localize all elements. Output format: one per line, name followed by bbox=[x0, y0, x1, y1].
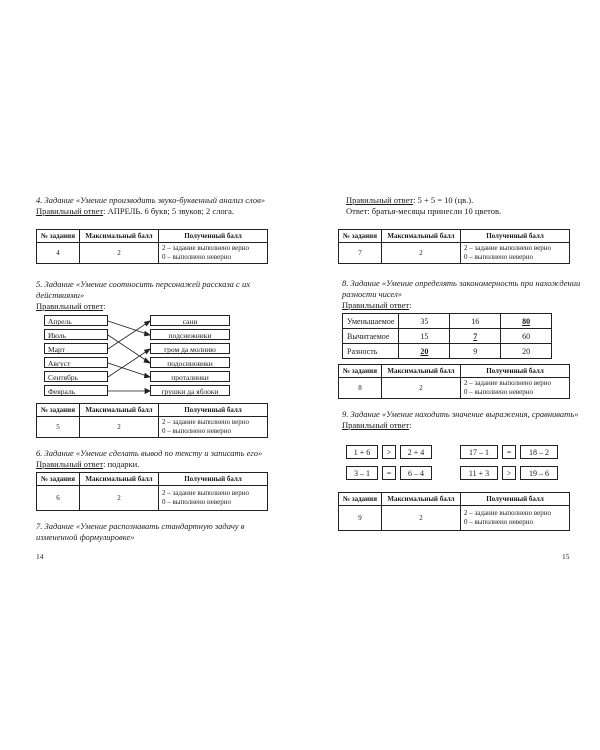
table-row bbox=[37, 243, 268, 264]
header-max: Максимальный балл bbox=[382, 365, 461, 378]
table-header-row bbox=[339, 365, 570, 378]
action-box: сани bbox=[150, 315, 230, 326]
cell-num: 4 bbox=[37, 243, 80, 264]
cell-c: 20 bbox=[501, 344, 552, 359]
header-num: № задания bbox=[37, 230, 80, 243]
answer-label: Правильный ответ bbox=[342, 300, 410, 310]
score-table-8 bbox=[338, 364, 570, 399]
score-line-2: 0 – выполнено неверно bbox=[464, 388, 533, 396]
cell-num: 6 bbox=[37, 486, 80, 511]
cell-a: 35 bbox=[399, 314, 450, 329]
comparison-sign: = bbox=[502, 445, 516, 459]
task-9-block bbox=[342, 409, 582, 431]
answer-suffix: : bbox=[409, 300, 412, 310]
cell-got bbox=[461, 243, 570, 264]
score-table-4 bbox=[36, 229, 268, 264]
header-max: Максимальный балл bbox=[382, 493, 461, 506]
header-got: Полученный балл bbox=[159, 473, 268, 486]
score-line-1: 2 – задание выполнено верно bbox=[464, 379, 552, 387]
expression-right: 2 + 4 bbox=[400, 445, 432, 459]
cell-max: 2 bbox=[80, 243, 159, 264]
score-line-2: 0 – выполнено неверно bbox=[464, 518, 533, 526]
cell-b-filled: 7 bbox=[450, 329, 501, 344]
expression-left: 11 + 3 bbox=[460, 466, 498, 480]
answer-value: : подарки. bbox=[103, 459, 140, 469]
header-max: Максимальный балл bbox=[80, 473, 159, 486]
action-box: подосиновики bbox=[150, 357, 230, 368]
task-6-title: 6. Задание «Умение сделать вывод по тексту и записать его» bbox=[36, 448, 263, 458]
header-got: Полученный балл bbox=[461, 365, 570, 378]
cell-c-filled: 80 bbox=[501, 314, 552, 329]
table-row bbox=[37, 417, 268, 438]
answer-label: Правильный ответ bbox=[36, 206, 104, 216]
cell-num: 9 bbox=[339, 506, 382, 531]
expression-left: 3 – 1 bbox=[346, 466, 378, 480]
answer-suffix: : bbox=[409, 420, 412, 430]
task-7-answer bbox=[346, 195, 581, 206]
task-7-answer-block bbox=[346, 195, 581, 217]
row-label: Вычитаемое bbox=[343, 329, 399, 344]
score-line-1: 2 – задание выполнено верно bbox=[464, 244, 552, 252]
cell-c: 60 bbox=[501, 329, 552, 344]
header-num: № задания bbox=[37, 404, 80, 417]
table-row bbox=[343, 344, 552, 359]
comparison-sign: > bbox=[502, 466, 516, 480]
answer-value: : 5 + 5 = 10 (цв.). bbox=[413, 195, 474, 205]
table-header-row bbox=[339, 493, 570, 506]
comparison-sign: = bbox=[382, 466, 396, 480]
month-box: Февраль bbox=[44, 385, 108, 396]
expression-left: 17 – 1 bbox=[460, 445, 498, 459]
table-header-row bbox=[37, 230, 268, 243]
cell-a-filled: 20 bbox=[399, 344, 450, 359]
score-line-1: 2 – задание выполнено верно bbox=[464, 509, 552, 517]
task-8-title: 8. Задание «Умение определять закономерность при нахождении разности чисел» bbox=[342, 278, 581, 299]
answer-label: Правильный ответ bbox=[36, 301, 104, 311]
task-6-block bbox=[36, 448, 271, 470]
cell-max: 2 bbox=[382, 378, 461, 399]
score-table-5 bbox=[36, 403, 268, 438]
task-5-block bbox=[36, 279, 271, 312]
action-box: грушки да яблоки bbox=[150, 385, 230, 396]
answer-label: Правильный ответ bbox=[342, 420, 410, 430]
header-num: № задания bbox=[339, 230, 382, 243]
page-number: 14 bbox=[36, 552, 44, 561]
right-page bbox=[300, 0, 600, 750]
score-table-9 bbox=[338, 492, 570, 531]
task-8-block bbox=[342, 278, 582, 311]
task-7-answer-line-2: Ответ: братья-месяцы принесли 10 цветов. bbox=[346, 206, 502, 216]
task-5-answer bbox=[36, 301, 271, 312]
score-line-1: 2 – задание выполнено верно bbox=[162, 489, 250, 497]
header-got: Полученный балл bbox=[461, 230, 570, 243]
header-max: Максимальный балл bbox=[80, 404, 159, 417]
table-header-row bbox=[37, 404, 268, 417]
header-got: Полученный балл bbox=[461, 493, 570, 506]
task-5-title: 5. Задание «Умение соотносить персонажей рассказа с их действиями» bbox=[36, 279, 250, 300]
cell-num: 7 bbox=[339, 243, 382, 264]
comparison-grid bbox=[342, 445, 582, 487]
cell-got bbox=[159, 243, 268, 264]
month-box: Сентябрь bbox=[44, 371, 108, 382]
score-line-2: 0 – выполнено неверно bbox=[162, 253, 231, 261]
answer-suffix: : bbox=[103, 301, 106, 311]
header-max: Максимальный балл bbox=[80, 230, 159, 243]
action-box: подснежники bbox=[150, 329, 230, 340]
score-table-7 bbox=[338, 229, 570, 264]
table-row bbox=[339, 378, 570, 399]
score-line-1: 2 – задание выполнено верно bbox=[162, 418, 250, 426]
expression-right: 6 – 4 bbox=[400, 466, 432, 480]
task-4-block bbox=[36, 195, 271, 217]
cell-num: 8 bbox=[339, 378, 382, 399]
score-line-2: 0 – выполнено неверно bbox=[162, 427, 231, 435]
month-box: Июль bbox=[44, 329, 108, 340]
cell-a: 15 bbox=[399, 329, 450, 344]
task-4-title: 4. Задание «Умение производить звуко-буквенный анализ слов» bbox=[36, 195, 266, 205]
expression-right: 18 – 2 bbox=[520, 445, 558, 459]
task-9-title: 9. Задание «Умение находить значение выражения, сравнивать» bbox=[342, 409, 579, 419]
cell-max: 2 bbox=[80, 486, 159, 511]
header-num: № задания bbox=[37, 473, 80, 486]
task-6-answer bbox=[36, 459, 271, 470]
month-box: Апрель bbox=[44, 315, 108, 326]
expression-left: 1 + 6 bbox=[346, 445, 378, 459]
answer-label: Правильный ответ bbox=[346, 195, 414, 205]
answer-value: : АПРЕЛЬ. 6 букв; 5 звуков; 2 слога. bbox=[103, 206, 234, 216]
score-line-2: 0 – выполнено неверно bbox=[162, 498, 231, 506]
cell-got bbox=[159, 417, 268, 438]
header-max: Максимальный балл bbox=[382, 230, 461, 243]
row-label: Разность bbox=[343, 344, 399, 359]
page-number: 15 bbox=[562, 552, 570, 561]
cell-got bbox=[461, 378, 570, 399]
cell-b: 9 bbox=[450, 344, 501, 359]
cell-b: 16 bbox=[450, 314, 501, 329]
header-num: № задания bbox=[339, 493, 382, 506]
header-got: Полученный балл bbox=[159, 230, 268, 243]
cell-got bbox=[461, 506, 570, 531]
matching-diagram bbox=[36, 313, 276, 397]
score-table-6 bbox=[36, 472, 268, 511]
table-row bbox=[37, 486, 268, 511]
task-7-block bbox=[36, 521, 271, 543]
cell-max: 2 bbox=[80, 417, 159, 438]
score-line-1: 2 – задание выполнено верно bbox=[162, 244, 250, 252]
table-header-row bbox=[37, 473, 268, 486]
action-box: гром да молнию bbox=[150, 343, 230, 354]
action-box: проталинки bbox=[150, 371, 230, 382]
difference-table bbox=[342, 313, 552, 359]
task-9-answer bbox=[342, 420, 582, 431]
answer-label: Правильный ответ bbox=[36, 459, 104, 469]
table-row bbox=[343, 329, 552, 344]
task-4-answer bbox=[36, 206, 271, 217]
expression-right: 19 – 6 bbox=[520, 466, 558, 480]
score-line-2: 0 – выполнено неверно bbox=[464, 253, 533, 261]
header-got: Полученный балл bbox=[159, 404, 268, 417]
cell-max: 2 bbox=[382, 243, 461, 264]
table-row bbox=[339, 506, 570, 531]
cell-got bbox=[159, 486, 268, 511]
task-8-answer bbox=[342, 300, 582, 311]
table-row bbox=[339, 243, 570, 264]
table-header-row bbox=[339, 230, 570, 243]
header-num: № задания bbox=[339, 365, 382, 378]
month-box: Август bbox=[44, 357, 108, 368]
comparison-sign: > bbox=[382, 445, 396, 459]
cell-max: 2 bbox=[382, 506, 461, 531]
table-row bbox=[343, 314, 552, 329]
cell-num: 5 bbox=[37, 417, 80, 438]
task-7-title: 7. Задание «Умение распознавать стандартную задачу в измененной формулировке» bbox=[36, 521, 245, 542]
row-label: Уменьшаемое bbox=[343, 314, 399, 329]
month-box: Март bbox=[44, 343, 108, 354]
